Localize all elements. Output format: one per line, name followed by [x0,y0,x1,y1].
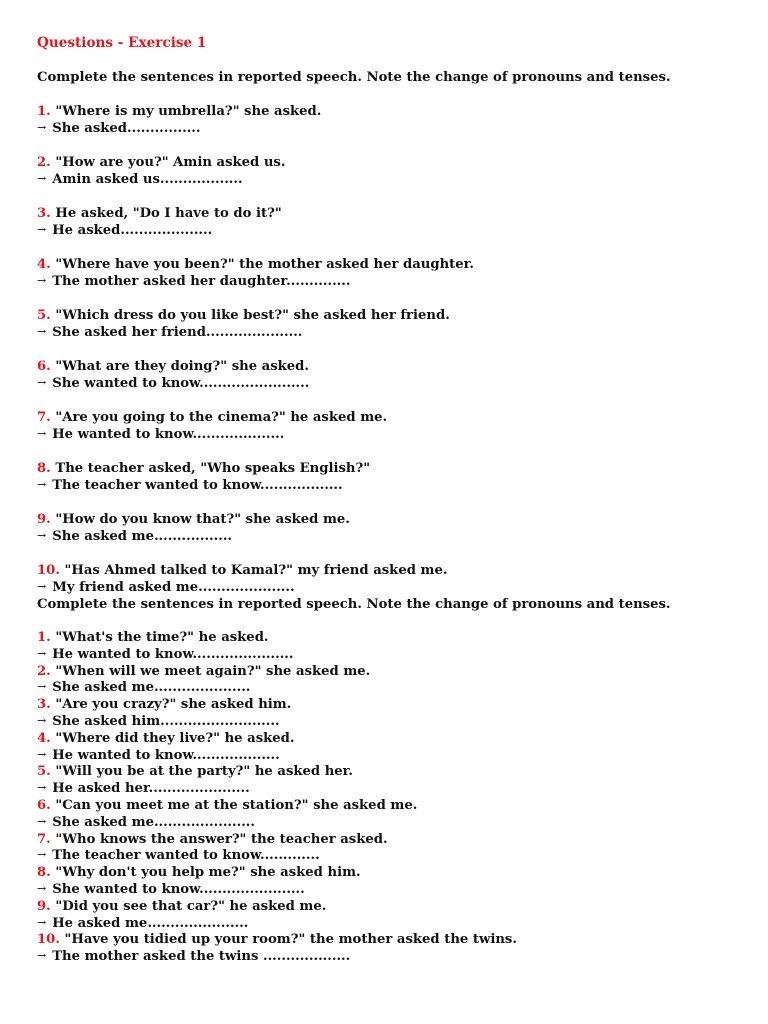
answer-line [37,477,737,494]
answer-line [37,815,737,832]
question-text: "Are you going to the cinema?" he asked me. [55,410,388,425]
question-line [37,154,737,171]
answer-prompt: She asked................ [52,121,201,136]
answer-prompt: He asked her...................... [52,781,250,797]
answer-line [37,714,737,731]
question-line [37,630,737,647]
question-text: "Will you be at the party?" he asked her. [55,764,354,780]
arrow-right-icon: → [37,529,47,542]
question-number: 10. [37,932,60,948]
question-number: 6. [37,797,51,813]
question-number: 7. [37,831,51,847]
part2-instruction: Complete the sentences in reported speech. Note the change of pronouns and tenses. [37,597,671,612]
question-text: "Where is my umbrella?" she asked. [55,104,322,119]
question-text: "When will we meet again?" she asked me. [55,663,371,679]
answer-prompt: She asked me................. [52,529,233,544]
answer-prompt: She wanted to know........................ [52,376,310,391]
answer-line [37,882,737,899]
question-text: "What's the time?" he asked. [55,630,269,645]
question-line [37,798,737,815]
question-line [37,562,737,579]
question-line [37,899,737,916]
question-text: "Have you tidied up your room?" the mother asked the twins. [64,932,517,948]
arrow-right-icon: → [37,713,47,727]
question-number: 4. [37,730,51,746]
answer-line [37,171,737,188]
question-text: "How are you?" Amin asked us. [55,155,286,170]
question-line [37,358,737,375]
answer-line [37,680,737,697]
arrow-right-icon: → [37,814,47,828]
answer-prompt: He asked.................... [52,223,213,238]
arrow-right-icon: → [37,915,47,929]
answer-prompt: Amin asked us.................. [52,172,243,187]
answer-prompt: The teacher wanted to know.................. [52,478,343,493]
question-line [37,103,737,120]
question-text: "Did you see that car?" he asked me. [55,898,327,914]
answer-prompt: The teacher wanted to know............. [52,848,320,864]
answer-line [37,748,737,765]
answer-prompt: She wanted to know....................... [52,881,305,897]
question-number: 2. [37,663,51,679]
arrow-right-icon: → [37,781,47,795]
answer-prompt: The mother asked the twins ................... [52,949,351,965]
arrow-right-icon: → [37,223,47,236]
answer-line [37,222,737,239]
answer-line [37,579,737,596]
question-number: 6. [37,359,51,374]
answer-line [37,916,737,933]
question-number: 4. [37,257,51,272]
part2-list [37,630,737,966]
question-number: 3. [37,697,51,713]
question-number: 1. [37,104,51,119]
answer-line [37,781,737,798]
arrow-right-icon: → [37,580,47,593]
question-line [37,460,737,477]
question-number: 8. [37,461,51,476]
question-number: 10. [37,563,60,578]
question-number: 1. [37,630,51,645]
question-line [37,932,737,949]
question-text: "How do you know that?" she asked me. [55,512,350,527]
question-text: The teacher asked, "Who speaks English?" [55,461,371,476]
answer-prompt: She asked me..................... [52,680,251,696]
arrow-right-icon: → [37,427,47,440]
question-line [37,697,737,714]
answer-line [37,848,737,865]
answer-prompt: She asked me...................... [52,814,255,830]
question-text: "Why don't you help me?" she asked him. [55,865,361,881]
question-text: "Where have you been?" the mother asked her daughter. [55,257,474,272]
question-line [37,865,737,882]
question-text: "Who knows the answer?" the teacher asked. [55,831,388,847]
answer-line [37,426,737,443]
question-line [37,731,737,748]
arrow-right-icon: → [37,274,47,287]
answer-line [37,647,737,664]
arrow-right-icon: → [37,376,47,389]
answer-line [37,375,737,392]
question-line [37,409,737,426]
question-number: 8. [37,865,51,881]
answer-prompt: She asked her friend..................... [52,325,303,340]
answer-prompt: He wanted to know................... [52,747,280,763]
answer-prompt: He wanted to know...................... [52,646,294,662]
question-text: "Where did they live?" he asked. [55,730,295,746]
answer-line [37,324,737,341]
arrow-right-icon: → [37,121,47,134]
question-number: 7. [37,410,51,425]
answer-prompt: My friend asked me..................... [52,580,295,595]
answer-line [37,120,737,137]
question-text: He asked, "Do I have to do it?" [55,206,282,221]
answer-prompt: He asked me...................... [52,915,249,931]
answer-prompt: She asked him.......................... [52,713,280,729]
question-text: "Has Ahmed talked to Kamal?" my friend asked me. [64,563,448,578]
question-text: "Can you meet me at the station?" she asked me. [55,797,418,813]
arrow-right-icon: → [37,747,47,761]
question-number: 2. [37,155,51,170]
question-line [37,664,737,681]
part1-list [37,86,737,596]
question-line [37,256,737,273]
question-text: "Are you crazy?" she asked him. [55,697,292,713]
page-title: Questions - Exercise 1 [37,35,207,51]
question-number: 9. [37,898,51,914]
answer-prompt: He wanted to know.................... [52,427,285,442]
question-line [37,307,737,324]
arrow-right-icon: → [37,848,47,862]
answer-prompt: The mother asked her daughter.............. [52,274,351,289]
arrow-right-icon: → [37,172,47,185]
arrow-right-icon: → [37,325,47,338]
arrow-right-icon: → [37,478,47,491]
question-text: "What are they doing?" she asked. [55,359,309,374]
answer-line [37,528,737,545]
question-line [37,511,737,528]
arrow-right-icon: → [37,646,47,660]
arrow-right-icon: → [37,949,47,963]
question-number: 5. [37,308,51,323]
arrow-right-icon: → [37,881,47,895]
answer-line [37,949,737,966]
arrow-right-icon: → [37,680,47,694]
question-number: 9. [37,512,51,527]
question-number: 5. [37,764,51,780]
question-line [37,764,737,781]
worksheet-page [37,35,737,966]
question-number: 3. [37,206,51,221]
question-line [37,205,737,222]
question-text: "Which dress do you like best?" she asked her friend. [55,308,450,323]
question-line [37,832,737,849]
part1-instruction: Complete the sentences in reported speech. Note the change of pronouns and tenses. [37,70,671,85]
answer-line [37,273,737,290]
